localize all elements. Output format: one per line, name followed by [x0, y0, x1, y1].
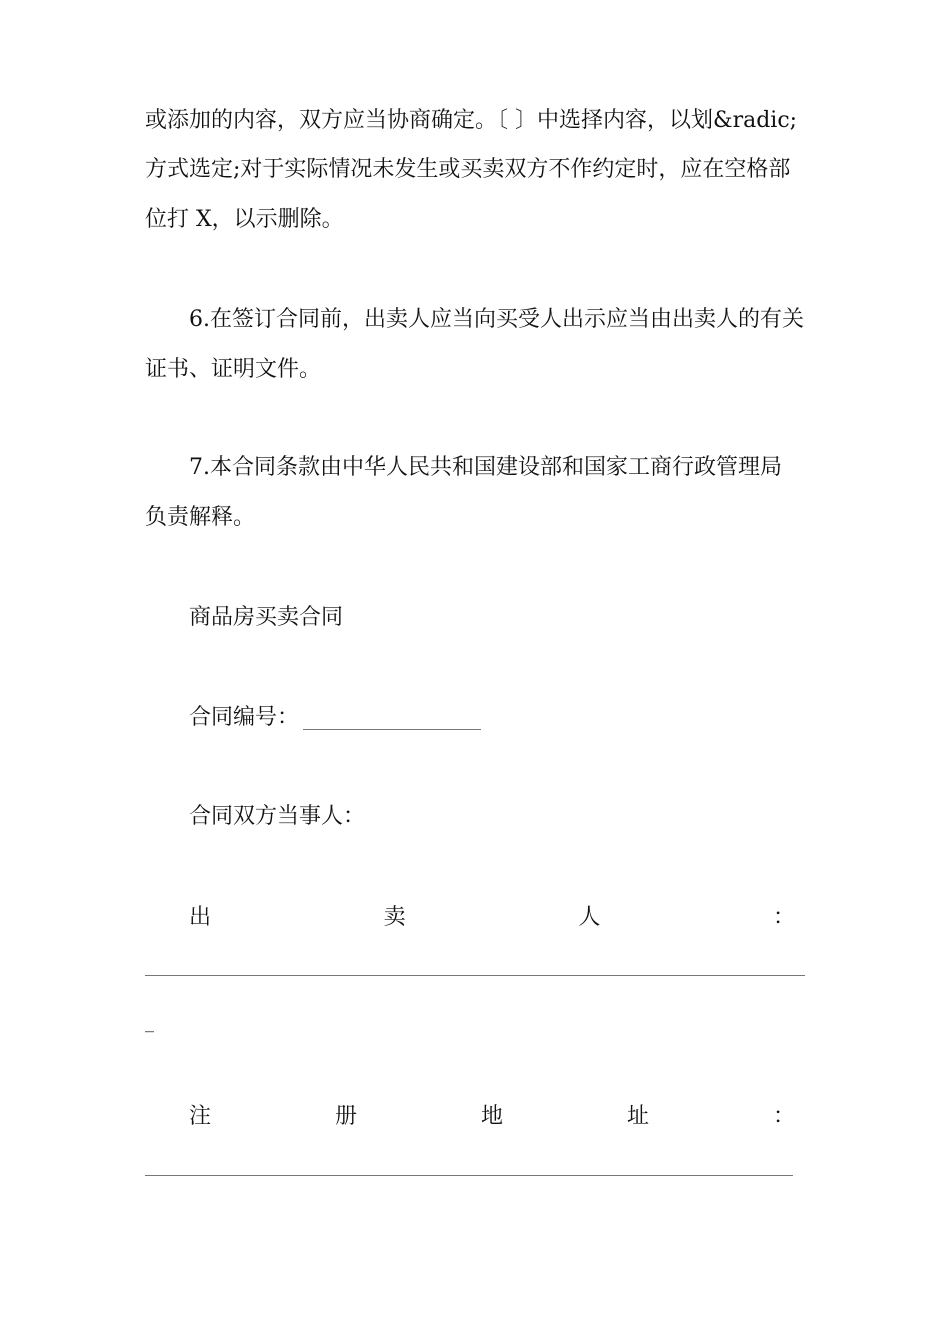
- paragraph-6-line-2: 证书、证明文件。: [145, 357, 322, 382]
- contract-number-row: [189, 703, 481, 733]
- seller-blank-tail: _: [145, 1012, 154, 1033]
- contract-title: 商品房买卖合同: [189, 605, 344, 630]
- address-char: 册: [334, 1104, 357, 1129]
- seller-char: ：: [772, 905, 795, 930]
- address-char: 址: [626, 1104, 649, 1129]
- address-label: [189, 1102, 795, 1132]
- contract-number-blank: [303, 729, 481, 730]
- paragraph-5-line-2: 方式选定;对于实际情况未发生或买卖双方不作约定时，应在空格部: [145, 157, 791, 182]
- seller-label: [189, 903, 795, 933]
- address-char: 地: [480, 1104, 503, 1129]
- seller-blank-line: [145, 975, 805, 976]
- address-char: 注: [189, 1104, 212, 1129]
- paragraph-5-line-3: 位打 X，以示删除。: [145, 207, 344, 232]
- paragraph-6-line-1: 6.在签订合同前，出卖人应当向买受人出示应当由出卖人的有关: [189, 307, 804, 332]
- paragraph-5-line-1: 或添加的内容，双方应当协商确定。〔 〕中选择内容，以划&radic;: [145, 108, 798, 133]
- seller-char: 卖: [383, 905, 406, 930]
- parties-label: 合同双方当事人：: [189, 804, 366, 829]
- contract-number-label: 合同编号：: [189, 705, 300, 730]
- seller-char: 人: [578, 905, 601, 930]
- seller-char: 出: [189, 905, 212, 930]
- paragraph-7-line-2: 负责解释。: [145, 505, 256, 530]
- paragraph-7-line-1: 7.本合同条款由中华人民共和国建设部和国家工商行政管理局: [189, 455, 782, 480]
- address-blank-line: [145, 1175, 793, 1176]
- address-char: ：: [772, 1104, 795, 1129]
